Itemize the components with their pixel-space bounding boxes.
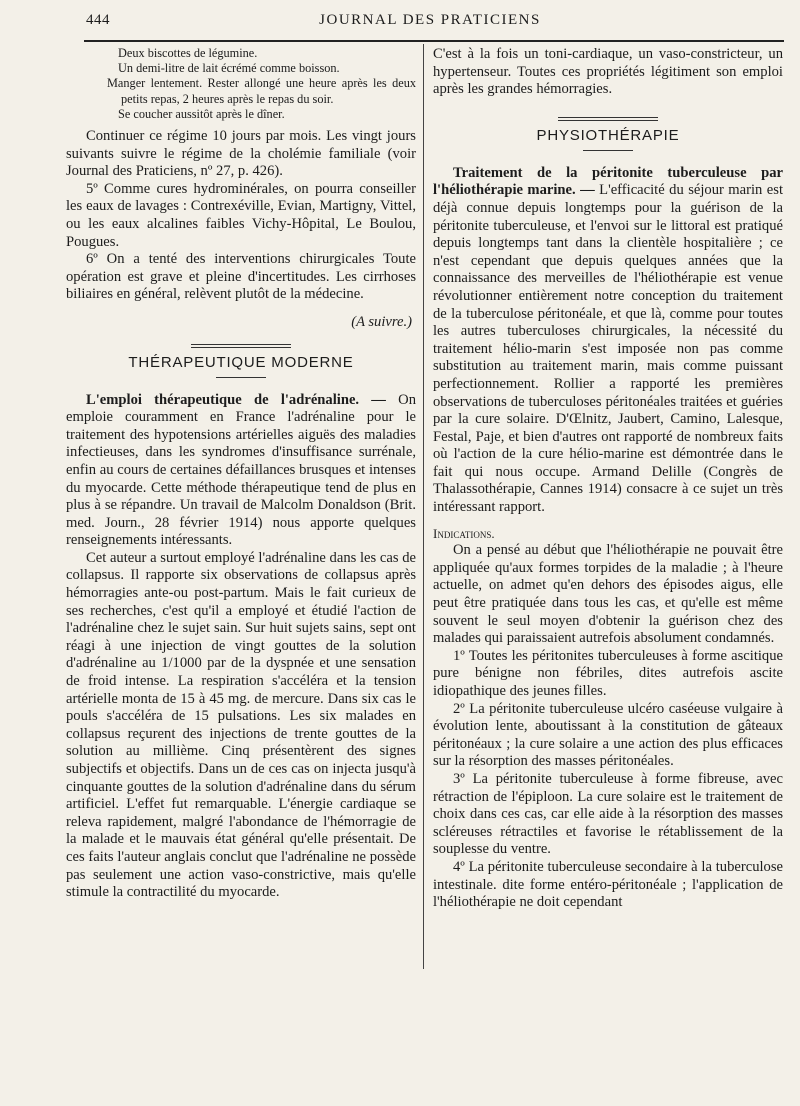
list-item: 1º Toutes les péritonites tuberculeuses à forme ascitique pure bénigne non fébriles, dites autrefois ascite idiopathique des jeunes filles.	[433, 647, 783, 699]
page-number: 444	[86, 12, 110, 28]
paragraph: 5º Comme cures hydrominérales, on pourra conseiller les eaux de lavages : Contrexéville, Evian, Martigny, Vittel, ou les eaux alcalines faibles Vichy-Hôpital, Le Boulou, Pougues.	[66, 180, 416, 250]
list-item: 4º La péritonite tuberculeuse secondaire à la tuberculose intestinale. dite forme entéro-péritonéale ; l'application de l'héliothérapie ne doit cependant	[433, 858, 783, 911]
article-lead: L'emploi thérapeutique de l'adrénaline. —	[86, 391, 386, 408]
short-rule	[216, 377, 266, 378]
left-paragraphs	[66, 128, 416, 332]
paragraph: C'est à la fois un toni-cardiaque, un vaso-constricteur, un hypertenseur. Toutes ces propriétés légitiment son emploi après les grandes hémorragies.	[433, 46, 783, 98]
section-title: THÉRAPEUTIQUE MODERNE	[128, 353, 354, 371]
indications-heading: Indications.	[433, 525, 495, 541]
section-break	[433, 117, 783, 151]
list-item: 3º La péritonite tuberculeuse à forme fibreuse, avec rétraction de l'épiploon. La cure solaire est le traitement de choix dans ces cas, car elle aide à la résorption des masses scléreuses rétractiles et favorise le rétablissement de la souplesse du ventre.	[433, 770, 783, 858]
paragraph: Cet auteur a surtout employé l'adrénaline dans les cas de collapsus. Il rapporte six observations de collapsus après hémorragies ante-ou post-partum. Mais le fait curieux de ses recherches, c'est qu'il a employé et étudié l'action de l'adrénaline chez le sujet sain. Sur huit sujets sains, sept ont réagi à une injection de vingt gouttes de la solution d'adrénaline au 1/1000 par de la dyspnée et une sensation de froid intense. La respiration s'accéléra et la tension artérielle monta de 15 à 45 mg. de mercure. Dans six cas le pouls s'accéléra de 15 pulsations. Les six malades en collapsus reçurent des injections de trente gouttes de la solution au millième. Cinq présentèrent des signes subjectifs et objectifs. Dans un de ces cas on injecta jusqu'à cinquante gouttes de la solution d'adrénaline dans du sérum artificiel. L'effet fut remarquable. L'énergie cardiaque se releva rapidement, malgré l'abondance de l'hémorragie de la malade et le mauvais état général qu'elle présentait. De ces faits l'auteur anglais conclut que l'adrénaline ne possède pas seulement une action vaso-constrictive, mais qu'elle stimule la contractilité du myocarde.	[66, 549, 416, 901]
double-rule	[558, 117, 658, 121]
page-header	[80, 10, 780, 34]
journal-title: JOURNAL DES PRATICIENS	[319, 12, 541, 28]
diet-list	[66, 46, 416, 122]
section-title: PHYSIOTHÉRAPIE	[536, 126, 680, 144]
peritonitis-article	[433, 165, 783, 912]
diet-line: Manger lentement. Rester allongé une heure après les deux petits repas, 2 heures après le repas du soir.	[107, 76, 416, 106]
column-divider	[423, 44, 424, 969]
left-column	[66, 46, 416, 902]
paragraph: Continuer ce régime 10 jours par mois. Les vingt jours suivants suivre le régime de la cholémie familiale (voir Journal des Praticiens, nº 27, p. 426).	[66, 128, 416, 180]
diet-line: Se coucher aussitôt après le dîner.	[118, 106, 285, 121]
diet-line: Deux biscottes de légumine.	[118, 46, 258, 60]
header-rule	[84, 40, 784, 42]
paragraph: On a pensé au début que l'héliothérapie ne pouvait être appliquée qu'aux formes torpides de la maladie ; à l'heure actuelle, on admet qu'en dehors des épisodes aigus, elle peut être pratiquée dans tous les cas, et qu'elle est même souvent le seul moyen d'obtenir la guérison chez des malades qui paraissaient autrefois absolument condamnés.	[433, 542, 783, 647]
right-column	[433, 46, 783, 912]
list-item: 2º La péritonite tuberculeuse ulcéro caséeuse vulgaire à évolution lente, aboutissant à la constitution de gâteaux péritonéaux ; la cure solaire a une action des plus efficaces sur la résorption des masses péritonéales.	[433, 700, 783, 770]
section-break	[66, 344, 416, 378]
article-lead: Traitement de la péritonite tuberculeuse par l'héliothérapie marine. —	[433, 164, 783, 199]
double-rule	[191, 344, 291, 348]
paragraph: 6º On a tenté des interventions chirurgicales Toute opération est grave et pleine d'incertitudes. Les cirrhoses biliaires en général, relèvent plutôt de la médecine.	[66, 251, 416, 303]
right-continuation	[433, 46, 783, 99]
adrenaline-article	[66, 392, 416, 902]
article-text: On emploie couramment en France l'adrénaline pour le traitement des hypotensions artérielles aiguës des maladies infectieuses, dans les syndromes d'insuffisance surrénale, enfin au cours de certaines défaillances brusques et intenses du myocarde. Cette méthode thérapeutique tend de plus en plus à se répandre. Un travail de Malcolm Donaldson (Brit. med. Journ., 28 février 1914) nous apporte quelques renseignements intéressants.	[66, 391, 416, 549]
to-be-continued: (A suivre.)	[351, 313, 412, 330]
article-text: L'efficacité du séjour marin est déjà connue depuis longtemps pour la guérison de la péritonite tuberculeuse, et l'envoi sur le littoral est pratiqué depuis longtemps tant dans la clientèle hospitalière ; ce n'est cependant que depuis quelques années que la connaissance des merveilles de l'héliothérapie est venue révolutionner entièrement notre conception du traitement de la tuberculose péritonéale, et que là, comme pour toutes les autres tuberculoses chirurgicales, la nécessité du traitement hélio-marin s'est imposée non pas comme substitution au traitement marin, mais comme puissant perfectionnement. Rollier a rapporté les premières observations de tuberculoses péritonéales traitées et guéries par la cure solaire. D'Œlnitz, Jaubert, Camino, Lalesque, Festal, Paje, et bien d'autres ont rapporté de nombreux faits où l'action de la cure hélio-marine est démontrée dans le fait qui nous occupe. Armand Delille (Congrès de Thalassothérapie, Cannes 1914) consacre à ce sujet un très intéressant rapport.	[433, 182, 783, 516]
diet-line: Un demi-litre de lait écrémé comme boisson.	[118, 61, 340, 76]
short-rule	[583, 150, 633, 151]
